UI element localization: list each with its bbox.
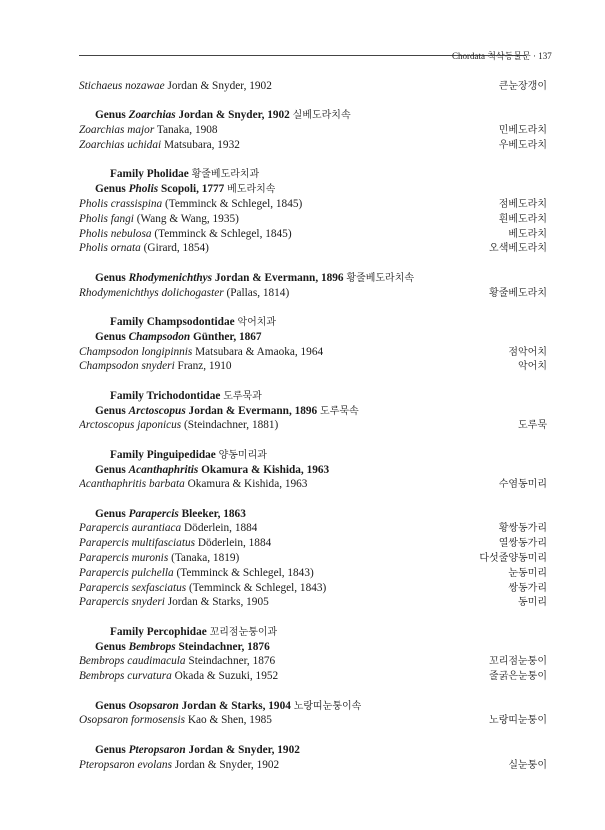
species-name: Pholis ornata [79, 242, 141, 255]
species-name: Parapercis pulchella [79, 566, 174, 579]
species-author: (Wang & Wang, 1935) [136, 212, 239, 225]
family-korean-name: 황줄베도라치과 [191, 169, 260, 181]
genus-korean-name: 실베도라치속 [292, 110, 351, 122]
species-korean-name: 황쌍동가리 [498, 523, 547, 535]
genus-label: Genus [95, 699, 129, 712]
family-label: Family [110, 389, 147, 402]
genus-row [79, 640, 547, 655]
genus-label: Genus [95, 743, 129, 756]
species-name: Parapercis multifasciatus [79, 537, 195, 550]
species-name: Bembrops curvatura [79, 670, 172, 683]
genus-author: Jordan & Evermann, 1896 [188, 404, 318, 417]
spacer [79, 492, 547, 507]
species-name: Acanthaphritis barbata [79, 478, 185, 491]
species-korean-name: 점베도라치 [498, 198, 547, 210]
species-row [79, 477, 547, 492]
genus-heading [79, 404, 359, 420]
family-row [79, 448, 547, 463]
family-row [79, 389, 547, 404]
species-heading [79, 551, 239, 566]
family-label: Family [110, 448, 147, 461]
species-author: (Pallas, 1814) [226, 286, 290, 299]
species-heading [79, 477, 307, 492]
species-name: Parapercis muronis [79, 552, 169, 565]
species-heading [79, 212, 239, 227]
species-korean-name: 악어치 [518, 361, 547, 373]
species-korean-name: 다섯줄양동미리 [479, 553, 547, 565]
genus-label: Genus [95, 463, 129, 476]
species-name: Parapercis aurantiaca [79, 522, 182, 535]
genus-heading [79, 330, 262, 345]
genus-korean-name: 도루묵속 [320, 405, 359, 417]
family-label: Family [110, 625, 147, 638]
species-heading [79, 581, 326, 596]
species-row [79, 418, 547, 433]
species-korean-name: 흰베도라치 [498, 213, 547, 225]
family-row [79, 167, 547, 182]
species-heading [79, 418, 278, 433]
genus-name: Zoarchias [128, 109, 176, 122]
species-heading [79, 123, 218, 138]
species-heading [79, 669, 278, 684]
species-author: Matsubara & Amaoka, 1964 [195, 345, 324, 358]
spacer [79, 728, 547, 743]
genus-row [79, 330, 547, 345]
family-korean-name: 꼬리점눈퉁이과 [209, 626, 278, 638]
genus-heading [79, 182, 275, 198]
species-name: Champsodon snyderi [79, 360, 175, 373]
genus-row [79, 182, 547, 197]
species-author: Steindachner, 1876 [188, 655, 276, 668]
family-heading [79, 389, 262, 405]
family-name: Pholidae [146, 168, 189, 181]
species-author: Döderlein, 1884 [184, 522, 258, 535]
genus-author: Bleeker, 1863 [181, 507, 246, 520]
genus-label: Genus [95, 271, 129, 284]
genus-author: Okamura & Kishida, 1963 [201, 463, 330, 476]
genus-heading [79, 743, 300, 758]
genus-label: Genus [95, 330, 129, 343]
species-heading [79, 758, 279, 773]
species-korean-name: 실눈퉁이 [508, 759, 547, 771]
family-name: Pinguipedidae [146, 448, 216, 461]
species-row [79, 521, 547, 536]
species-heading [79, 241, 209, 256]
genus-name: Arctoscopus [128, 404, 186, 417]
genus-author: Günther, 1867 [192, 330, 262, 343]
family-heading [79, 167, 259, 183]
species-author: Jordan & Starks, 1905 [167, 596, 269, 609]
species-author: (Temminck & Schlegel, 1845) [165, 197, 303, 210]
species-author: Okada & Suzuki, 1952 [174, 670, 279, 683]
species-heading [79, 138, 240, 153]
species-name: Pholis crassispina [79, 197, 163, 210]
species-korean-name: 수염동미리 [498, 479, 547, 491]
species-heading [79, 286, 289, 301]
spacer [79, 374, 547, 389]
family-row [79, 315, 547, 330]
species-heading [79, 521, 257, 536]
species-row [79, 566, 547, 581]
genus-heading [79, 507, 246, 522]
species-heading [79, 536, 271, 551]
species-row [79, 241, 547, 256]
species-korean-name: 오색베도라치 [489, 243, 547, 255]
species-korean-name: 노랑띠눈퉁이 [489, 715, 547, 727]
species-author: (Steindachner, 1881) [184, 419, 279, 432]
species-row [79, 654, 547, 669]
genus-name: Bembrops [128, 640, 176, 653]
species-name: Pholis nebulosa [79, 227, 152, 240]
species-author: Jordan & Snyder, 1902 [167, 80, 272, 92]
spacer [79, 433, 547, 448]
family-heading [79, 625, 277, 641]
species-name: Stichaeus nozawae [79, 80, 165, 92]
species-korean-name: 큰눈장갱이 [498, 81, 547, 92]
genus-author: Jordan & Starks, 1904 [181, 699, 291, 712]
family-label: Family [110, 168, 147, 181]
species-name: Pholis fangi [79, 212, 134, 225]
species-author: Matsubara, 1932 [163, 138, 240, 151]
species-korean-name: 열쌍동가리 [498, 538, 547, 550]
species-name: Parapercis snyderi [79, 596, 165, 609]
species-author: Kao & Shen, 1985 [187, 714, 272, 727]
species-row [79, 713, 547, 728]
species-author: (Temminck & Schlegel, 1843) [189, 581, 327, 594]
genus-author: Jordan & Evermann, 1896 [214, 271, 344, 284]
genus-name: Osopsaron [128, 699, 179, 712]
species-name: Arctoscopus japonicus [79, 419, 182, 432]
species-row [79, 551, 547, 566]
family-korean-name: 도루묵과 [223, 390, 262, 402]
species-row [79, 227, 547, 242]
genus-heading [79, 271, 414, 287]
genus-author: Scopoli, 1777 [160, 183, 225, 196]
species-row [79, 212, 547, 227]
genus-row [79, 699, 547, 714]
species-row [79, 197, 547, 212]
species-row [79, 123, 547, 138]
genus-row [79, 108, 547, 123]
species-row [79, 286, 547, 301]
family-name: Percophidae [146, 625, 207, 638]
spacer [79, 256, 547, 271]
species-name: Parapercis sexfasciatus [79, 581, 187, 594]
spacer [79, 684, 547, 699]
species-name: Bembrops caudimacula [79, 655, 186, 668]
genus-name: Parapercis [128, 507, 179, 520]
genus-author: Jordan & Snyder, 1902 [188, 743, 300, 756]
genus-name: Pteropsaron [128, 743, 186, 756]
species-author: Tanaka, 1908 [156, 124, 218, 137]
genus-label: Genus [95, 109, 129, 122]
species-row [79, 536, 547, 551]
family-label: Family [110, 315, 147, 328]
species-korean-name: 눈동미리 [508, 567, 547, 579]
family-heading [79, 448, 267, 464]
species-author: Jordan & Snyder, 1902 [174, 758, 280, 771]
family-korean-name: 양동미리과 [218, 449, 267, 461]
species-heading [79, 197, 302, 212]
genus-author: Steindachner, 1876 [178, 640, 270, 653]
species-author: Döderlein, 1884 [197, 537, 272, 550]
genus-row [79, 404, 547, 419]
species-author: Okamura & Kishida, 1963 [187, 478, 308, 491]
spacer [79, 610, 547, 625]
species-korean-name: 쌍동가리 [508, 582, 547, 594]
genus-name: Champsodon [128, 330, 191, 343]
species-row [79, 359, 547, 374]
family-name: Trichodontidae [146, 389, 221, 402]
species-author: (Girard, 1854) [143, 242, 209, 255]
species-heading [79, 345, 323, 360]
species-name: Champsodon longipinnis [79, 345, 193, 358]
genus-row [79, 271, 547, 286]
genus-heading [79, 699, 361, 715]
species-heading [79, 595, 269, 610]
family-korean-name: 악어치과 [237, 316, 277, 328]
genus-label: Genus [95, 640, 129, 653]
genus-heading [79, 108, 351, 124]
taxon-list [79, 79, 547, 772]
genus-row [79, 743, 547, 758]
family-heading [79, 315, 276, 331]
family-name: Champsodontidae [146, 315, 235, 328]
species-name: Zoarchias major [79, 124, 155, 137]
species-author: Franz, 1910 [177, 360, 232, 373]
species-name: Zoarchias uchidai [79, 138, 162, 151]
genus-row [79, 463, 547, 478]
species-author: (Temminck & Schlegel, 1843) [176, 566, 314, 579]
genus-author: Jordan & Snyder, 1902 [178, 109, 290, 122]
species-korean-name: 우베도라치 [498, 139, 547, 151]
spacer [79, 300, 547, 315]
genus-name: Rhodymenichthys [128, 271, 213, 284]
species-name: Pteropsaron evolans [79, 758, 172, 771]
species-korean-name: 베도라치 [508, 228, 547, 240]
species-row [79, 758, 547, 773]
species-row [79, 345, 547, 360]
species-korean-name: 꼬리점눈퉁이 [489, 656, 547, 668]
species-row [79, 138, 547, 153]
species-korean-name: 점악어치 [508, 346, 547, 358]
species-heading [79, 227, 292, 242]
genus-row [79, 507, 547, 522]
species-author: (Temminck & Schlegel, 1845) [154, 227, 292, 240]
running-header: Chordata 척삭동물문 · 137 [452, 51, 552, 61]
species-korean-name: 민베도라치 [498, 125, 547, 137]
genus-label: Genus [95, 404, 129, 417]
species-row [79, 79, 547, 94]
spacer [79, 153, 547, 168]
species-heading [79, 566, 314, 581]
species-row [79, 581, 547, 596]
genus-korean-name: 노랑띠눈퉁이속 [293, 700, 362, 712]
genus-heading [79, 463, 329, 478]
species-heading [79, 713, 272, 728]
species-author: (Tanaka, 1819) [171, 552, 240, 565]
species-korean-name: 도루묵 [518, 420, 547, 432]
genus-korean-name: 황줄베도라치속 [346, 272, 415, 284]
species-heading [79, 359, 232, 374]
spacer [79, 94, 547, 109]
family-row [79, 625, 547, 640]
genus-heading [79, 640, 270, 655]
genus-label: Genus [95, 507, 129, 520]
genus-name: Pholis [128, 183, 159, 196]
species-row [79, 669, 547, 684]
species-row [79, 595, 547, 610]
species-korean-name: 동미리 [518, 597, 547, 609]
species-name: Rhodymenichthys dolichogaster [79, 286, 224, 299]
species-korean-name: 황줄베도라치 [489, 287, 547, 299]
species-heading [79, 79, 272, 94]
species-korean-name: 줄굵은눈퉁이 [489, 671, 547, 683]
genus-korean-name: 베도라치속 [227, 184, 276, 196]
species-heading [79, 654, 275, 669]
species-name: Osopsaron formosensis [79, 714, 185, 727]
genus-name: Acanthaphritis [128, 463, 199, 476]
genus-label: Genus [95, 183, 129, 196]
